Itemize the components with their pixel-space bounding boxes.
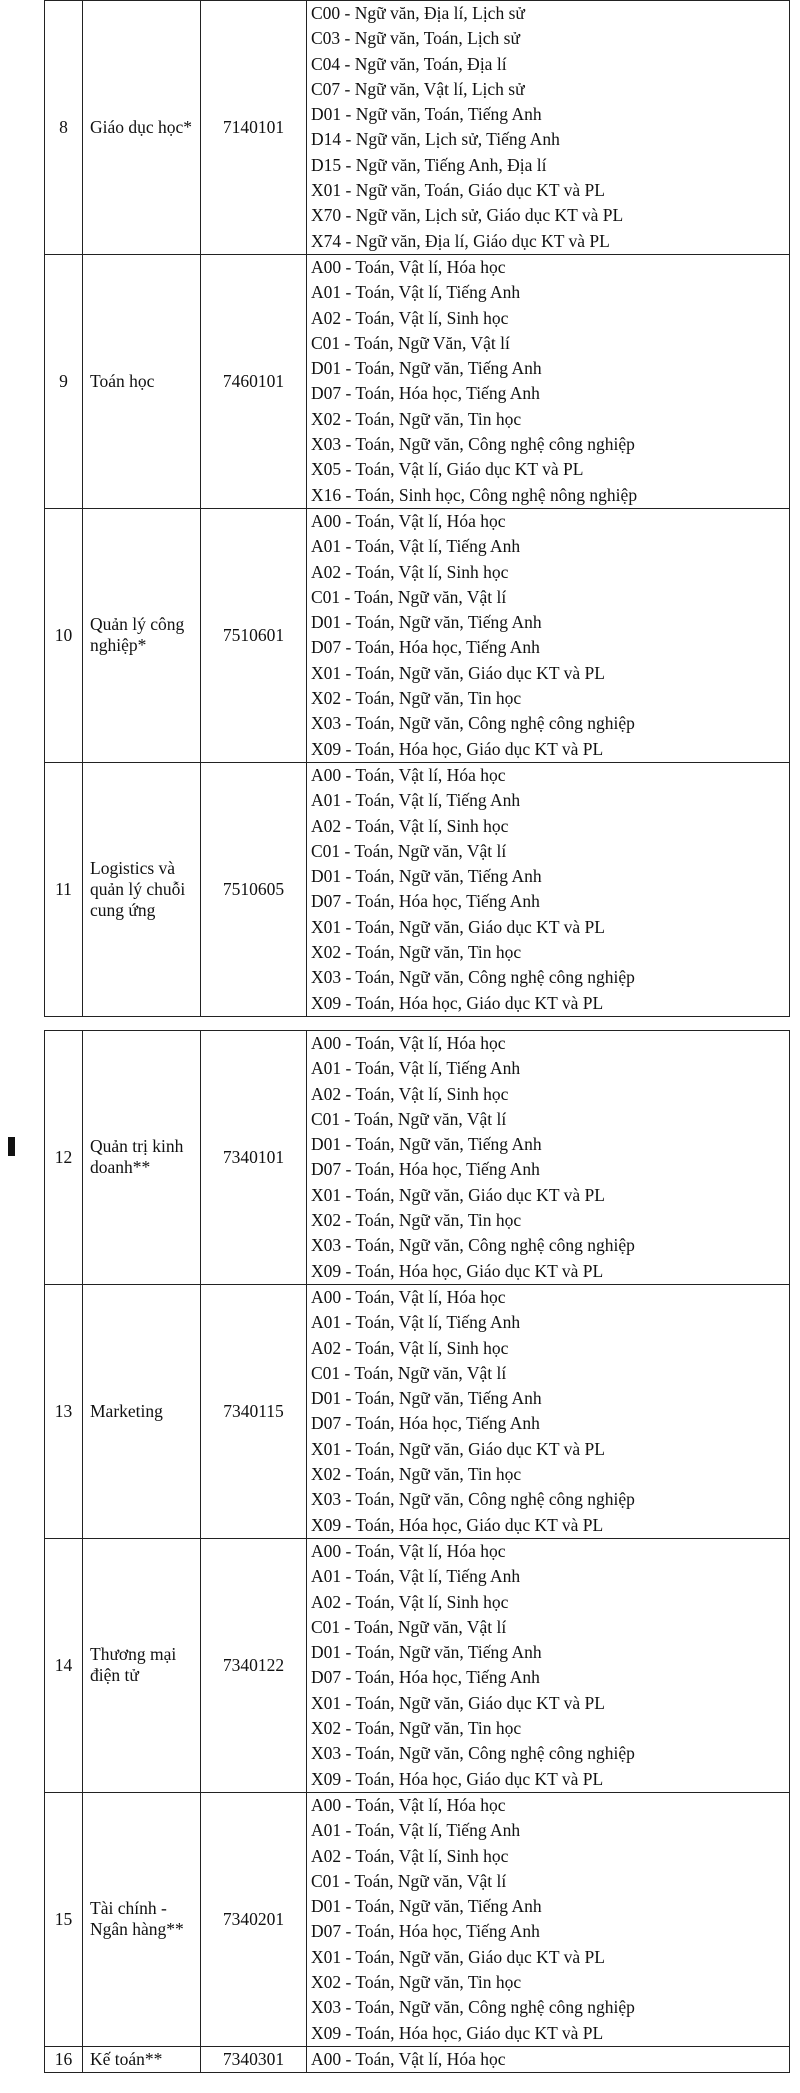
subject-combination: C00 - Ngữ văn, Địa lí, Lịch sử	[311, 3, 525, 23]
subject-combination: C03 - Ngữ văn, Toán, Lịch sử	[311, 28, 520, 49]
subject-combination: D14 - Ngữ văn, Lịch sử, Tiếng Anh	[311, 129, 560, 150]
subject-combination: A02 - Toán, Vật lí, Sinh học	[311, 1083, 509, 1104]
subject-combination: X02 - Toán, Ngữ văn, Tin học	[311, 1464, 522, 1485]
table-row	[45, 508, 790, 762]
subject-combination: X05 - Toán, Vật lí, Giáo dục KT và PL	[311, 459, 584, 480]
table-row	[45, 1284, 790, 1538]
table-row	[45, 1792, 790, 2046]
subject-combination: X01 - Toán, Ngữ văn, Giáo dục KT và PL	[311, 1946, 605, 1967]
subject-combination: D07 - Toán, Hóa học, Tiếng Anh	[311, 1667, 540, 1688]
major-code: 7340201	[201, 1792, 307, 2046]
subject-combination: A00 - Toán, Vật lí, Hóa học	[311, 764, 506, 785]
subject-combination: D07 - Toán, Hóa học, Tiếng Anh	[311, 891, 540, 912]
subject-combination: C01 - Toán, Ngữ văn, Vật lí	[311, 840, 507, 861]
admission-table-part1	[44, 0, 790, 1017]
subject-combinations	[307, 254, 790, 508]
subject-combination: X02 - Toán, Ngữ văn, Tin học	[311, 408, 522, 429]
subject-combinations	[307, 1031, 790, 1285]
subject-combination: A02 - Toán, Vật lí, Sinh học	[311, 1591, 509, 1612]
subject-combination: A01 - Toán, Vật lí, Tiếng Anh	[311, 790, 521, 811]
subject-combination: A02 - Toán, Vật lí, Sinh học	[311, 307, 509, 328]
subject-combination: D07 - Toán, Hóa học, Tiếng Anh	[311, 1413, 540, 1434]
subject-combination: X01 - Toán, Ngữ văn, Giáo dục KT và PL	[311, 916, 605, 937]
subject-combination: D01 - Toán, Ngữ văn, Tiếng Anh	[311, 1388, 542, 1409]
subject-combination: C01 - Toán, Ngữ văn, Vật lí	[311, 1616, 507, 1637]
subject-combination: A00 - Toán, Vật lí, Hóa học	[311, 1286, 506, 1307]
major-name: Giáo dục học*	[83, 1, 201, 255]
major-name: Kế toán**	[83, 2046, 201, 2072]
row-number: 12	[45, 1031, 83, 1285]
subject-combination: A01 - Toán, Vật lí, Tiếng Anh	[311, 1312, 521, 1333]
major-name: Thương mại điện tử	[83, 1538, 201, 1792]
subject-combinations	[307, 1792, 790, 2046]
major-code: 7510601	[201, 508, 307, 762]
subject-combination: X03 - Toán, Ngữ văn, Công nghệ công nghiệp	[311, 1997, 635, 2018]
subject-combinations	[307, 508, 790, 762]
subject-combination: A00 - Toán, Vật lí, Hóa học	[311, 1033, 506, 1053]
subject-combination: D07 - Toán, Hóa học, Tiếng Anh	[311, 383, 540, 404]
major-code: 7140101	[201, 1, 307, 255]
subject-combination: C07 - Ngữ văn, Vật lí, Lịch sử	[311, 78, 525, 99]
row-number: 15	[45, 1792, 83, 2046]
major-code: 7340122	[201, 1538, 307, 1792]
table-body-part2	[45, 1031, 790, 2073]
row-number: 9	[45, 254, 83, 508]
row-number: 11	[45, 762, 83, 1016]
subject-combination: X02 - Toán, Ngữ văn, Tin học	[311, 688, 522, 709]
table-body-part1	[45, 1, 790, 1017]
subject-combination: X02 - Toán, Ngữ văn, Tin học	[311, 1210, 522, 1231]
subject-combination: X01 - Ngữ văn, Toán, Giáo dục KT và PL	[311, 180, 605, 201]
major-code: 7340115	[201, 1284, 307, 1538]
row-number: 14	[45, 1538, 83, 1792]
page-margin-marker	[8, 1137, 15, 1156]
subject-combination: X03 - Toán, Ngữ văn, Công nghệ công nghiệp	[311, 967, 635, 988]
subject-combination: A00 - Toán, Vật lí, Hóa học	[311, 1540, 506, 1561]
table-row	[45, 1538, 790, 1792]
subject-combination: D01 - Toán, Ngữ văn, Tiếng Anh	[311, 1896, 542, 1917]
subject-combination: X09 - Toán, Hóa học, Giáo dục KT và PL	[311, 2022, 604, 2043]
subject-combination: X03 - Toán, Ngữ văn, Công nghệ công nghiệp	[311, 713, 635, 734]
subject-combination: C01 - Toán, Ngữ văn, Vật lí	[311, 1870, 507, 1891]
subject-combination: X16 - Toán, Sinh học, Công nghệ nông nghiệp	[311, 484, 638, 505]
subject-combination: C01 - Toán, Ngữ văn, Vật lí	[311, 1108, 507, 1129]
subject-combination: X70 - Ngữ văn, Lịch sử, Giáo dục KT và PL	[311, 205, 624, 226]
subject-combination: C04 - Ngữ văn, Toán, Địa lí	[311, 53, 507, 74]
subject-combination: C01 - Toán, Ngữ văn, Vật lí	[311, 586, 507, 607]
subject-combinations	[307, 1284, 790, 1538]
subject-combination: D01 - Toán, Ngữ văn, Tiếng Anh	[311, 1642, 542, 1663]
subject-combination: X09 - Toán, Hóa học, Giáo dục KT và PL	[311, 1514, 604, 1535]
subject-combination: X74 - Ngữ văn, Địa lí, Giáo dục KT và PL	[311, 230, 610, 251]
subject-combination: X09 - Toán, Hóa học, Giáo dục KT và PL	[311, 992, 604, 1013]
major-code: 7340301	[201, 2046, 307, 2072]
table-row	[45, 2046, 790, 2072]
subject-combination: X02 - Toán, Ngữ văn, Tin học	[311, 941, 522, 962]
subject-combination: D01 - Toán, Ngữ văn, Tiếng Anh	[311, 612, 542, 633]
subject-combination: X03 - Toán, Ngữ văn, Công nghệ công nghiệp	[311, 1743, 635, 1764]
subject-combination: A01 - Toán, Vật lí, Tiếng Anh	[311, 282, 521, 303]
major-name: Marketing	[83, 1284, 201, 1538]
subject-combination: X03 - Toán, Ngữ văn, Công nghệ công nghiệp	[311, 434, 635, 455]
subject-combination: A00 - Toán, Vật lí, Hóa học	[311, 2048, 506, 2069]
subject-combination: X01 - Toán, Ngữ văn, Giáo dục KT và PL	[311, 1692, 605, 1713]
subject-combination: A02 - Toán, Vật lí, Sinh học	[311, 1845, 509, 1866]
subject-combination: C01 - Toán, Ngữ văn, Vật lí	[311, 1362, 507, 1383]
subject-combination: A00 - Toán, Vật lí, Hóa học	[311, 510, 506, 531]
major-name: Logistics và quản lý chuỗi cung ứng	[83, 762, 201, 1016]
subject-combination: X03 - Toán, Ngữ văn, Công nghệ công nghiệp	[311, 1489, 635, 1510]
subject-combination: A01 - Toán, Vật lí, Tiếng Anh	[311, 1058, 521, 1079]
table-row	[45, 1, 790, 255]
major-name: Quản trị kinh doanh**	[83, 1031, 201, 1285]
subject-combination: X09 - Toán, Hóa học, Giáo dục KT và PL	[311, 1768, 604, 1789]
subject-combination: D01 - Ngữ văn, Toán, Tiếng Anh	[311, 104, 542, 125]
major-code: 7460101	[201, 254, 307, 508]
subject-combination: D07 - Toán, Hóa học, Tiếng Anh	[311, 1159, 540, 1180]
admission-table-part2	[44, 1030, 790, 2073]
subject-combination: A02 - Toán, Vật lí, Sinh học	[311, 561, 509, 582]
major-name: Toán học	[83, 254, 201, 508]
subject-combination: D01 - Toán, Ngữ văn, Tiếng Anh	[311, 1134, 542, 1155]
subject-combination: A01 - Toán, Vật lí, Tiếng Anh	[311, 1566, 521, 1587]
row-number: 16	[45, 2046, 83, 2072]
table-row	[45, 762, 790, 1016]
table-row	[45, 254, 790, 508]
subject-combinations	[307, 762, 790, 1016]
subject-combinations	[307, 1, 790, 255]
subject-combination: C01 - Toán, Ngữ Văn, Vật lí	[311, 332, 510, 353]
subject-combination: D15 - Ngữ văn, Tiếng Anh, Địa lí	[311, 154, 547, 175]
subject-combination: X01 - Toán, Ngữ văn, Giáo dục KT và PL	[311, 1438, 605, 1459]
major-name: Tài chính - Ngân hàng**	[83, 1792, 201, 2046]
subject-combination: X03 - Toán, Ngữ văn, Công nghệ công nghiệp	[311, 1235, 635, 1256]
subject-combinations	[307, 1538, 790, 1792]
subject-combination: D01 - Toán, Ngữ văn, Tiếng Anh	[311, 866, 542, 887]
row-number: 8	[45, 1, 83, 255]
subject-combination: D07 - Toán, Hóa học, Tiếng Anh	[311, 637, 540, 658]
subject-combination: D01 - Toán, Ngữ văn, Tiếng Anh	[311, 358, 542, 379]
subject-combination: A00 - Toán, Vật lí, Hóa học	[311, 1794, 506, 1815]
table-row	[45, 1031, 790, 1285]
subject-combination: X02 - Toán, Ngữ văn, Tin học	[311, 1971, 522, 1992]
subject-combination: A01 - Toán, Vật lí, Tiếng Anh	[311, 1820, 521, 1841]
subject-combination: X01 - Toán, Ngữ văn, Giáo dục KT và PL	[311, 1184, 605, 1205]
subject-combination: X02 - Toán, Ngữ văn, Tin học	[311, 1718, 522, 1739]
subject-combination: X09 - Toán, Hóa học, Giáo dục KT và PL	[311, 1260, 604, 1281]
subject-combination: X01 - Toán, Ngữ văn, Giáo dục KT và PL	[311, 662, 605, 683]
subject-combinations	[307, 2046, 790, 2072]
major-name: Quản lý công nghiệp*	[83, 508, 201, 762]
subject-combination: D07 - Toán, Hóa học, Tiếng Anh	[311, 1921, 540, 1942]
major-code: 7340101	[201, 1031, 307, 1285]
major-code: 7510605	[201, 762, 307, 1016]
subject-combination: X09 - Toán, Hóa học, Giáo dục KT và PL	[311, 738, 604, 759]
subject-combination: A00 - Toán, Vật lí, Hóa học	[311, 256, 506, 277]
subject-combination: A02 - Toán, Vật lí, Sinh học	[311, 1337, 509, 1358]
subject-combination: A01 - Toán, Vật lí, Tiếng Anh	[311, 536, 521, 557]
subject-combination: A02 - Toán, Vật lí, Sinh học	[311, 815, 509, 836]
row-number: 13	[45, 1284, 83, 1538]
row-number: 10	[45, 508, 83, 762]
